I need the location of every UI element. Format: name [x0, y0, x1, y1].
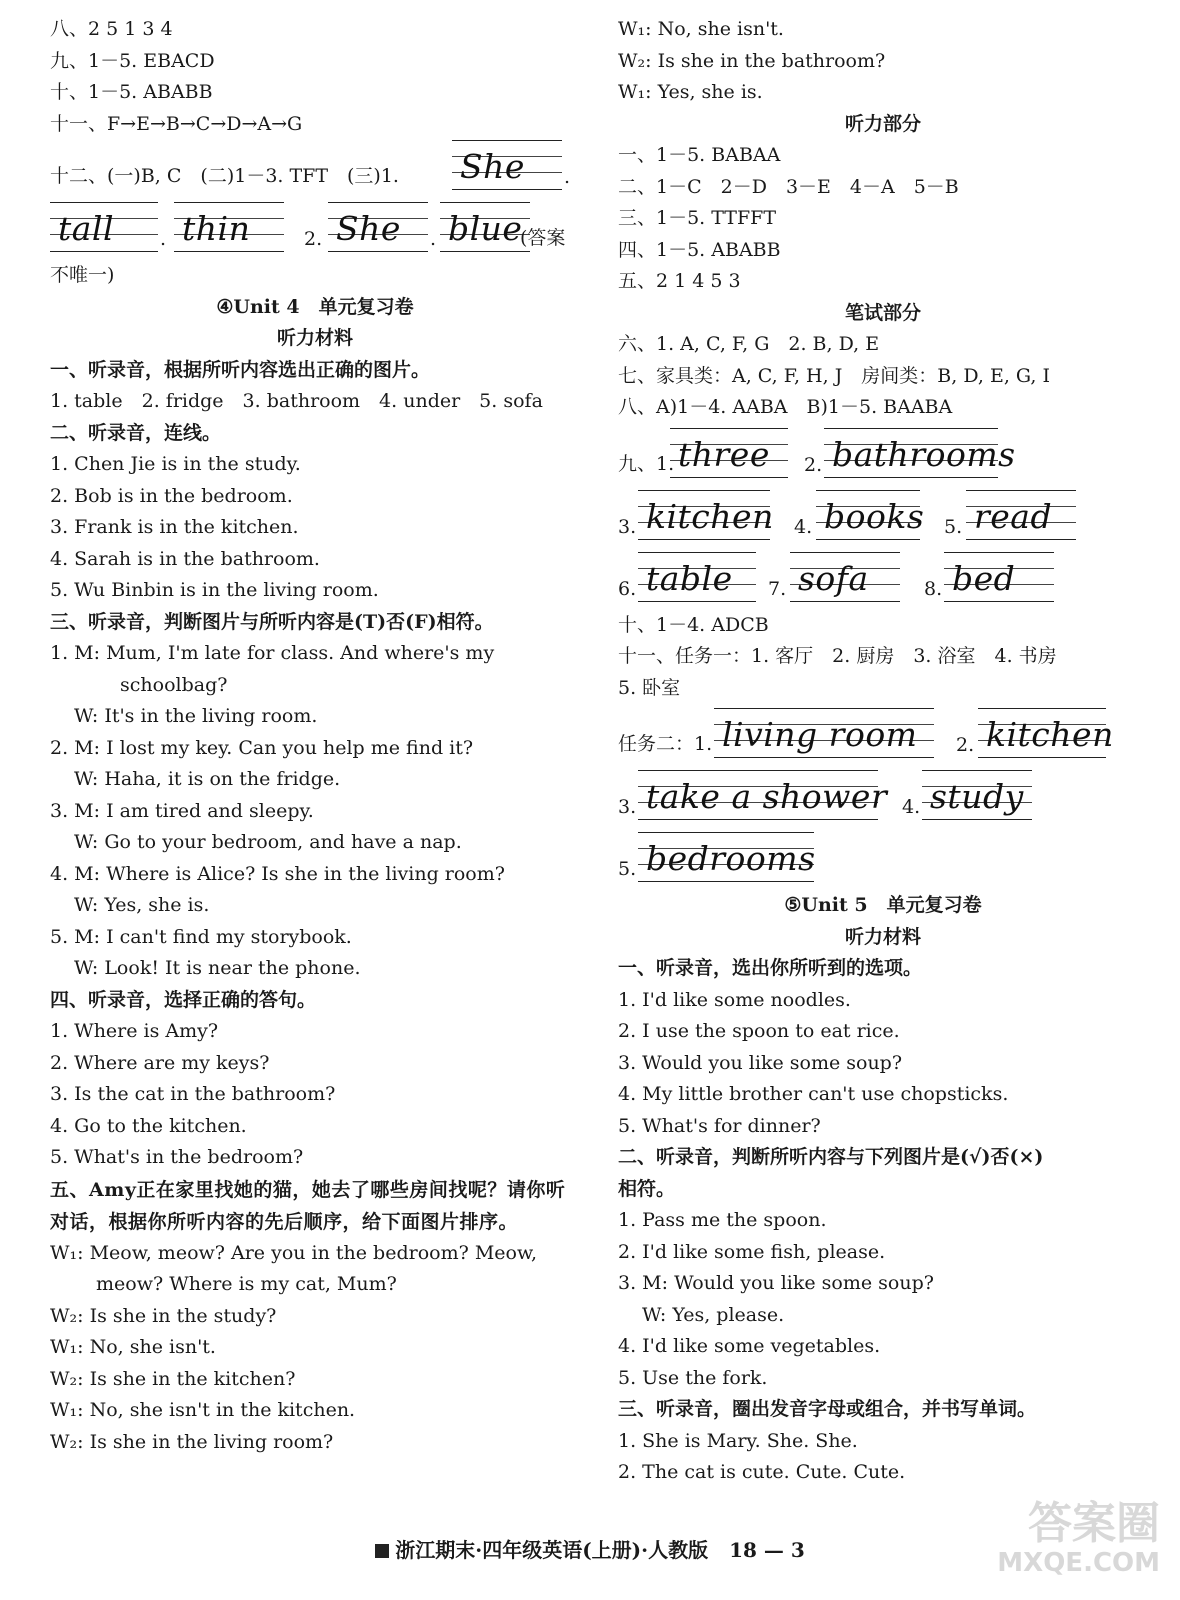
answer-line-10: 十、1－5. ABABB [50, 81, 213, 103]
handwriting-box: take a shower [638, 770, 878, 820]
list-item: 4. I'd like some vegetables. [618, 1335, 881, 1357]
answer-line: 三、1－5. TTFFT [618, 207, 776, 229]
section-2-heading: 二、听录音，判断所听内容与下列图片是(√)否(×) [618, 1146, 1044, 1168]
page-number: 18 — 3 [729, 1538, 805, 1562]
footer-square-icon [375, 1544, 389, 1558]
dialogue-line: W₁: No, she isn't. [50, 1336, 216, 1358]
handwriting-box: books [816, 490, 920, 540]
list-item: 3. Frank is in the kitchen. [50, 516, 299, 538]
list-item: 4. My little brother can't use chopsticks. [618, 1083, 1009, 1105]
section-1-heading: 一、听录音，根据所听内容选出正确的图片。 [50, 358, 431, 381]
answer-line: 十、1－4. ADCB [618, 613, 769, 636]
answer-line: 六、1. A, C, F, G 2. B, D, E [618, 333, 880, 355]
list-item: 1. I'd like some noodles. [618, 988, 851, 1011]
dialogue-line: W₁: No, she isn't. [618, 18, 784, 40]
answer-line: 七、家具类：A, C, F, H, J 房间类：B, D, E, G, I [618, 364, 1051, 387]
list-item: 5. Wu Binbin is in the living room. [50, 579, 379, 601]
dialogue-line: meow? Where is my cat, Mum? [96, 1273, 397, 1295]
answer-line-9-row: 6. table 7. sofa 8. bed [618, 548, 1148, 610]
watermark-url: MXQE.COM [997, 1548, 1160, 1578]
section-2-heading-cont: 相符。 [618, 1177, 676, 1200]
dialogue-line: W: Yes, please. [642, 1303, 785, 1326]
answer-note: 不唯一) [50, 264, 115, 286]
list-item: 1. She is Mary. She. She. [618, 1429, 858, 1452]
section-1-heading: 一、听录音，选出你所听到的选项。 [618, 957, 923, 979]
dialogue-line: W: Yes, she is. [74, 894, 210, 916]
handwriting-box: study [922, 770, 1032, 820]
handwriting-box: bed [944, 552, 1054, 602]
section-5-heading: 五、Amy正在家里找她的猫，她去了哪些房间找呢？请你听对话，根据你所听内容的先后顺序，给下面图片排序。 [50, 1178, 566, 1233]
handwriting-box: read [966, 490, 1076, 540]
watermark-logo-text: 答案圈 [1028, 1498, 1160, 1549]
answer-line: 八、A)1－4. AABA B)1－5. BAABA [618, 396, 953, 418]
answer-line: 二、1－C 2－D 3－E 4－A 5－B [618, 175, 959, 198]
task2-row: 3. take a shower 4. study [618, 766, 1148, 828]
handwriting-box: bedrooms [638, 832, 814, 882]
dialogue-line: 3. M: I am tired and sleepy. [50, 799, 314, 822]
footer-title: 浙江期末·四年级英语(上册)·人教版 [395, 1538, 709, 1562]
answer-line: 5. 卧室 [618, 676, 681, 699]
handwriting-box: kitchen [978, 708, 1106, 758]
list-item: 5. Use the fork. [618, 1366, 768, 1389]
dialogue-line: W₂: Is she in the living room? [50, 1430, 334, 1453]
answer-line-9: 九、1－5. EBACD [50, 49, 215, 72]
list-item: 2. Where are my keys? [50, 1051, 270, 1074]
handwriting-box: tall [50, 202, 158, 252]
handwriting-box: bathrooms [824, 428, 998, 478]
section-3-heading: 三、听录音，圈出发音字母或组合，并书写单词。 [618, 1398, 1037, 1420]
handwriting-box: table [638, 552, 756, 602]
listening-material-heading: 听力材料 [276, 327, 353, 349]
list-item: 2. I'd like some fish, please. [618, 1240, 886, 1263]
answer-line: 一、1－5. BABAA [618, 144, 781, 166]
answer-line-11: 十一、F→E→B→C→D→A→G [50, 112, 303, 135]
dialogue-line: W₂: Is she in the bathroom? [618, 49, 886, 72]
handwriting-box: She [328, 202, 428, 252]
dialogue-line: W₁: Meow, meow? Are you in the bedroom? Meow, [50, 1241, 538, 1264]
handwriting-box: three [670, 428, 788, 478]
unit5-title: ⑤Unit 5 单元复习卷 [784, 894, 982, 916]
listening-material-heading: 听力材料 [844, 925, 921, 948]
handwriting-box: thin [174, 202, 284, 252]
written-part-heading: 笔试部分 [844, 301, 921, 324]
dialogue-line: W: Haha, it is on the fridge. [74, 768, 341, 790]
dialogue-line: W₂: Is she in the kitchen? [50, 1367, 296, 1390]
answer-line: 五、2 1 4 5 3 [618, 270, 741, 292]
handwriting-box: blue [440, 202, 530, 252]
list-item: 3. Would you like some soup? [618, 1051, 903, 1074]
handwriting-box: kitchen [638, 490, 770, 540]
answer-line-8: 八、2 5 1 3 4 [50, 18, 173, 40]
dialogue-line: 4. M: Where is Alice? Is she in the living room? [50, 862, 505, 885]
list-item: 4. Go to the kitchen. [50, 1114, 247, 1137]
listening-part-heading: 听力部分 [844, 112, 921, 135]
dialogue-line: schoolbag? [120, 673, 228, 696]
task2-row: 任务二：1. living room 2. kitchen [618, 704, 1148, 766]
unit4-title: ④Unit 4 单元复习卷 [216, 295, 414, 318]
dialogue-line: W: It's in the living room. [74, 705, 318, 727]
answer-line-12: 十二、(一)B, C (二)1－3. TFT (三)1. She . [50, 140, 580, 198]
list-item: 5. What's in the bedroom? [50, 1146, 304, 1168]
dialogue-line: 3. M: Would you like some soup? [618, 1272, 934, 1294]
dialogue-line: W₁: No, she isn't in the kitchen. [50, 1399, 356, 1421]
right-column [618, 14, 1148, 1489]
handwriting-box: living room [714, 708, 934, 758]
list-item: 2. Bob is in the bedroom. [50, 484, 293, 507]
list-item: 1. Where is Amy? [50, 1020, 219, 1042]
left-column [50, 14, 580, 1458]
handwriting-row: tall . thin 2. She . blue (答案 [50, 198, 580, 260]
list-item: 3. Is the cat in the bathroom? [50, 1083, 336, 1105]
answer-line-9-row: 3. kitchen 4. books 5. read [618, 486, 1148, 548]
list-item: 1. Pass me the spoon. [618, 1209, 827, 1231]
answer-line: 十一、任务一：1. 客厅 2. 厨房 3. 浴室 4. 书房 [618, 645, 1057, 667]
dialogue-line: W₁: Yes, she is. [618, 81, 763, 103]
answer-line-9-row: 九、1. three 2. bathrooms [618, 424, 1148, 486]
list-item: 2. I use the spoon to eat rice. [618, 1020, 900, 1042]
task2-row: 5. bedrooms [618, 828, 1148, 890]
list-item: 1. Chen Jie is in the study. [50, 453, 301, 475]
handwriting-box: She [452, 140, 562, 190]
dialogue-line: W: Look! It is near the phone. [74, 957, 361, 979]
section-3-heading: 三、听录音，判断图片与所听内容是(T)否(F)相符。 [50, 610, 494, 633]
dialogue-line: 2. M: I lost my key. Can you help me find it? [50, 736, 474, 759]
dialogue-line: 1. M: Mum, I'm late for class. And where's my [50, 642, 495, 664]
list-item: 4. Sarah is in the bathroom. [50, 547, 320, 570]
section-4-heading: 四、听录音，选择正确的答句。 [50, 988, 317, 1011]
dialogue-line: 5. M: I can't find my storybook. [50, 925, 352, 948]
dialogue-line: W₂: Is she in the study? [50, 1304, 277, 1327]
list-item: 2. The cat is cute. Cute. Cute. [618, 1461, 906, 1483]
watermark [997, 1500, 1160, 1578]
section-2-heading: 二、听录音，连线。 [50, 421, 222, 444]
answer-line: 四、1－5. ABABB [618, 238, 781, 261]
dialogue-line: W: Go to your bedroom, and have a nap. [74, 831, 462, 853]
handwriting-box: sofa [790, 552, 900, 602]
list-item: 5. What's for dinner? [618, 1114, 821, 1137]
section-1-line: 1. table 2. fridge 3. bathroom 4. under 5. sofa [50, 390, 543, 412]
